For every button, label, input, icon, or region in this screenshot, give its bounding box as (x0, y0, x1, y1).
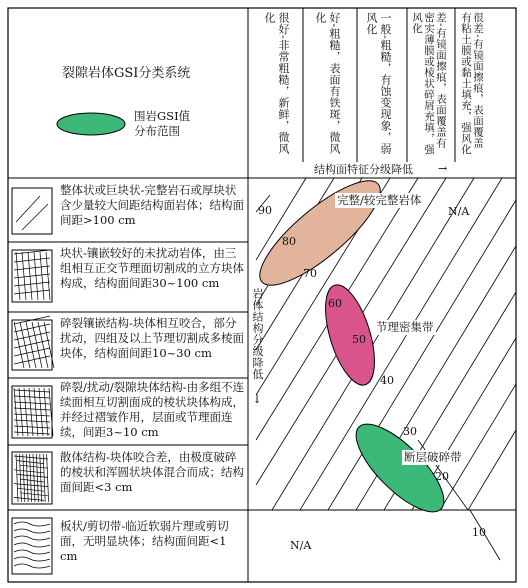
pattern-line (46, 252, 50, 300)
row-desc-5: 散体结构-块体咬合差，由极度破碎的棱状和浑圆状块体混合而成；结构面间距<3 cm (60, 450, 244, 494)
contour-label-10: 10 (472, 526, 486, 539)
zone-ellipse-jointed (316, 279, 385, 390)
pattern-line (14, 543, 50, 547)
row-desc-3: 碎裂镶嵌结构-块体相互咬合，部分扰动，四组及以上节理切割成多棱面块体，结构面间距10~30 cm (60, 316, 244, 360)
pattern-line (14, 250, 50, 254)
pattern-line (14, 266, 50, 270)
pattern-line (39, 388, 43, 436)
pattern-line (22, 204, 48, 230)
pattern-line (14, 322, 24, 368)
column-axis-arrow: → (438, 162, 448, 175)
pattern-line (14, 414, 50, 416)
pattern-line (14, 470, 44, 473)
pattern-line (14, 282, 50, 286)
pattern-line (14, 529, 50, 533)
pattern-line (17, 474, 48, 477)
pattern-line (14, 388, 18, 436)
pattern-line (16, 454, 18, 502)
contour-label-30: 30 (403, 425, 417, 438)
pattern-line (32, 322, 42, 368)
diagram-title: 裂隙岩体GSI分类系统 (62, 66, 191, 81)
row-desc-6: 板状/剪切带-临近软弱片理或剪切面，无明显块体；结构面间距<1 cm (60, 519, 229, 563)
pattern-boxes (12, 188, 52, 574)
contour-label-40: 40 (380, 374, 394, 387)
pattern-line (14, 432, 50, 434)
pattern-line (14, 456, 48, 459)
pattern-line (14, 332, 50, 340)
pattern-line (14, 356, 50, 364)
pattern-line (38, 322, 48, 368)
pattern-line (47, 454, 49, 502)
pattern-line (29, 388, 33, 436)
column-axis-label: 结构面特征分级降低 (314, 163, 413, 176)
contour-label-90: 90 (258, 204, 272, 217)
pattern-line (14, 274, 50, 278)
na-label-top: N/A (448, 205, 470, 218)
zone-label-intact: 完整/较完整岩体 (337, 193, 422, 207)
pattern-line (44, 388, 48, 436)
pattern-line (14, 550, 50, 554)
column-header-1: 很好-非常粗糙，新鲜，微风化 (263, 12, 290, 155)
legend-swatch (57, 113, 125, 135)
contour-label-20: 20 (435, 470, 449, 483)
pattern-line (14, 340, 50, 348)
contour-label-70: 70 (303, 267, 317, 280)
zone-label-fault: 断层破碎带 (404, 450, 462, 464)
pattern-line (19, 388, 23, 436)
pattern-line (14, 536, 50, 540)
pattern-line (16, 252, 20, 300)
pattern-line (14, 497, 44, 500)
row-axis-arrow: ↓ (252, 392, 263, 406)
column-header-5: 很差-有镜面擦痕，表面覆盖有粘土膜或黏土填充，强风化 (460, 12, 484, 155)
row-desc-4: 碎裂/扰动/裂隙块体结构-由多组不连续面相互切割面成的棱状块体构成，并经过褶皱作用，层面或节理面连续，间距3~10 cm (60, 380, 245, 439)
pattern-line (33, 454, 35, 502)
pattern-line (14, 557, 50, 561)
legend-label: 围岩GSI值分布范围 (134, 109, 191, 138)
pattern-hatch (14, 196, 54, 568)
pattern-line (14, 522, 50, 526)
row-desc-2: 块状-镶嵌较好的未扰动岩体，由三组相互正交节理面切割成的立方块体构成，结构面间距30~100 cm (60, 246, 244, 290)
pattern-line (30, 454, 32, 502)
pattern-line (16, 196, 40, 222)
row-desc-1: 整体状或巨块状-完整岩石或厚块状含少量较大间距结构面岩体；结构面间距>100 cm (60, 183, 244, 227)
pattern-line (43, 454, 45, 502)
row-axis-label: 岩体结构分级降低 (251, 288, 264, 380)
contour-label-80: 80 (282, 235, 296, 248)
pattern-line (24, 388, 28, 436)
zone-ellipse-intact (246, 166, 393, 300)
pattern-line (14, 402, 50, 404)
pattern-line (14, 408, 50, 410)
pattern-line (26, 454, 28, 502)
contour-label-50: 50 (352, 333, 366, 346)
column-header-4: 差-有镜面擦痕，表面覆盖有密实薄膜或棱状碎屑充填，强风化 (411, 12, 447, 155)
pattern-line (14, 258, 50, 262)
zone-ellipse-fault (343, 411, 456, 524)
zone-label-jointed: 节理密集带 (376, 320, 434, 334)
na-label-bottom: N/A (290, 539, 312, 552)
contour-label-60: 60 (328, 297, 342, 310)
column-header-2: 好-粗糙，表面有铁斑，微风化 (314, 12, 341, 155)
pattern-line (34, 388, 38, 436)
column-header-3: 一般-粗糙，有蚀变现象，弱风化 (365, 12, 392, 155)
pattern-line (14, 564, 50, 568)
